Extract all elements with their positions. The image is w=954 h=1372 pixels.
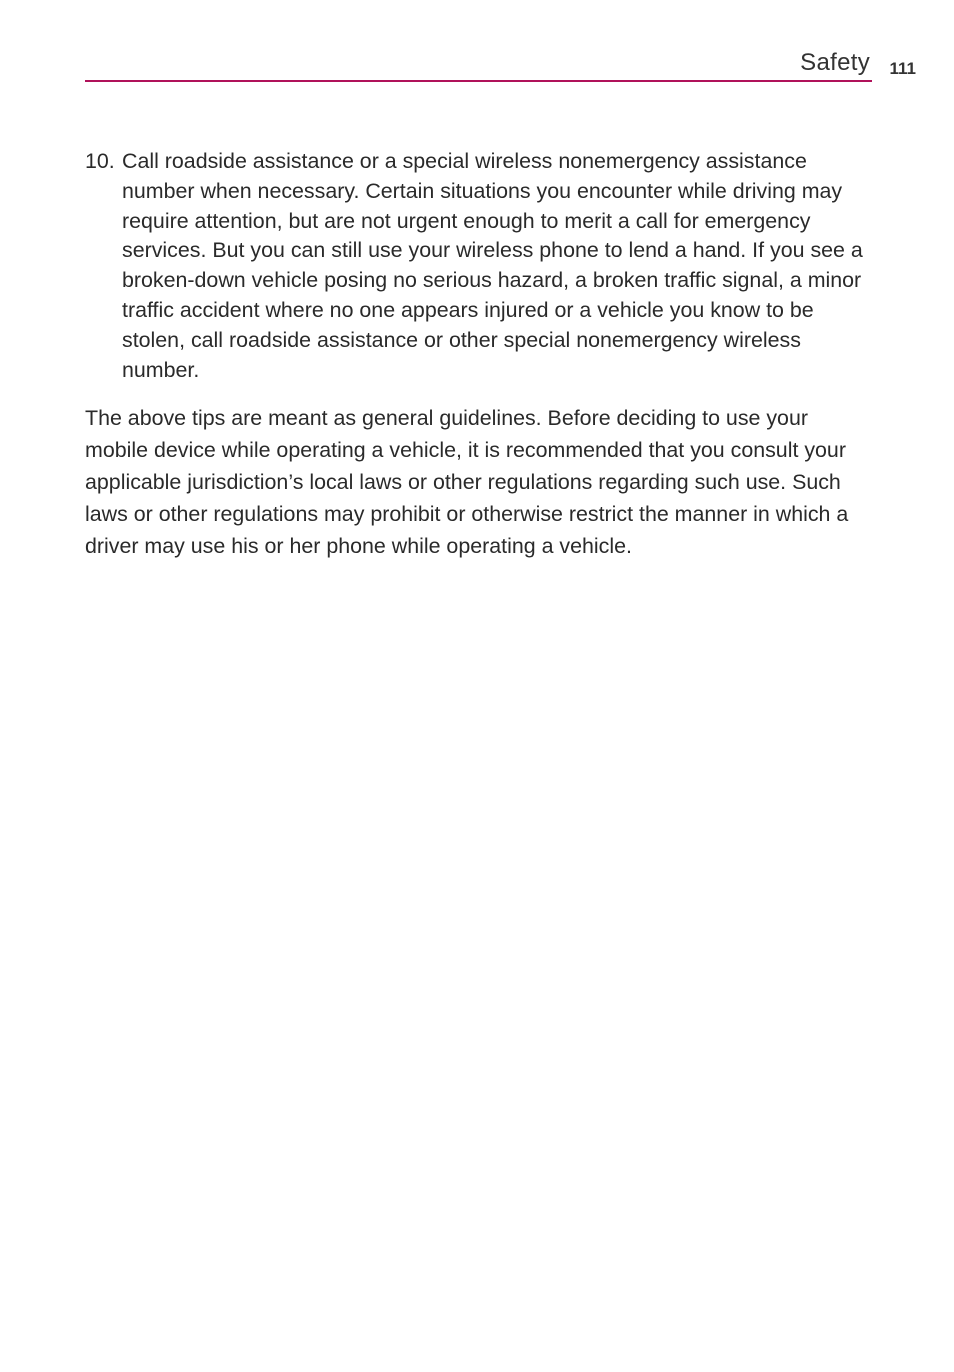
page-number: 111 [889, 59, 916, 78]
section-title: Safety [800, 49, 870, 76]
page-content [85, 147, 875, 562]
header-divider [85, 80, 872, 82]
page-header [85, 46, 917, 86]
body-paragraph: The above tips are meant as general guidelines. Before deciding to use your mobile device while operating a vehicle, it is recommended that you consult your applicable jurisdiction’s local laws or other regulations regarding such use. Such laws or other regulations may prohibit or otherwise restrict the manner in which a driver may use his or her phone while operating a vehicle. [85, 406, 849, 559]
list-item-number: 10. [85, 149, 115, 173]
list-item-text: Call roadside assistance or a special wireless nonemergency assistance number when necessary. Certain situations you encounter while driving may require attention, but are not urgent enough to merit a call for emergency services. But you can still use your wireless phone to lend a hand. If you see a broken-down vehicle posing no serious hazard, a broken traffic signal, a minor traffic accident where no one appears injured or a vehicle you know to be stolen, call roadside assistance or other special nonemergency wireless number. [122, 149, 863, 382]
numbered-list-item [85, 147, 875, 385]
